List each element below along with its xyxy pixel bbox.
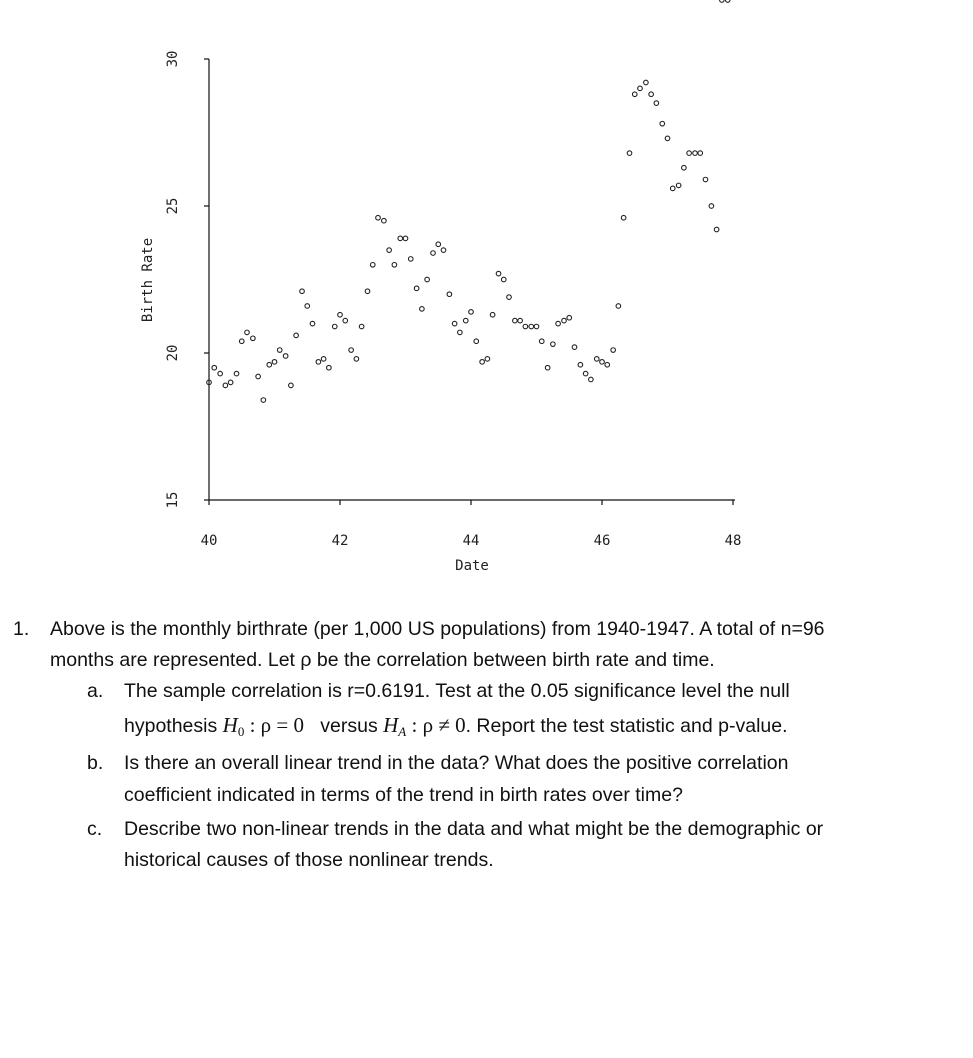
part-a-label: a. [87,680,104,702]
data-point [387,248,392,253]
ha-symbol: H [383,713,399,737]
data-point [441,248,446,253]
data-point [589,377,594,382]
ha-statement: : ρ ≠ 0 [406,713,466,737]
data-point [234,371,239,376]
y-tick-label: 20 [165,344,181,362]
versus-word: versus [320,715,378,737]
null-hypothesis [223,713,304,737]
part-b-line-2: coefficient indicated in terms of the trend in birth rates over time? [124,784,683,806]
y-axis-label: Birth Rate [140,237,156,323]
data-point [490,312,495,317]
data-point [556,321,561,326]
data-point [245,330,250,335]
part-c-label: c. [87,818,103,840]
alt-hypothesis [383,713,465,737]
data-point [452,321,457,326]
h0-subscript: 0 [237,724,245,739]
data-point [251,336,256,341]
data-point [682,165,687,170]
data-point [611,348,616,353]
data-point [256,374,261,379]
data-point [670,186,675,191]
data-point [709,204,714,209]
data-point [354,357,359,362]
data-point [431,251,436,256]
data-point [518,318,523,323]
y-tick-label: 30 [165,50,181,68]
data-point [277,348,282,353]
x-axis-label: Date [455,558,489,574]
data-point [332,324,337,329]
x-tick-label: 42 [331,533,349,549]
data-point [414,286,419,291]
data-point [600,360,605,365]
data-point [469,310,474,315]
data-point [687,151,692,156]
data-point [644,80,649,85]
data-point [349,348,354,353]
data-point [310,321,315,326]
data-point [578,362,583,367]
data-point [398,236,403,241]
data-point [714,227,719,232]
data-point [654,101,659,106]
data-point [605,362,610,367]
data-point [365,289,370,294]
data-point [408,257,413,262]
data-point [480,360,485,365]
data-point [376,215,381,220]
data-point [436,242,441,247]
data-point [223,383,228,388]
data-point [321,357,326,362]
hypothesis-word: hypothesis [124,715,218,737]
y-tick-label: 25 [165,197,181,215]
data-point [239,339,244,344]
data-point [501,277,506,282]
data-point [523,324,528,329]
data-point [463,318,468,323]
part-b-label: b. [87,752,104,774]
question-line-2: months are represented. Let ρ be the correlation between birth rate and time. [50,649,715,671]
data-point [583,371,588,376]
data-point [272,360,277,365]
h0-symbol: H [222,713,238,737]
data-point [212,365,217,370]
data-point [660,121,665,126]
data-point [261,398,266,403]
data-point [513,318,518,323]
data-point [370,263,375,268]
data-point [539,339,544,344]
data-point [458,330,463,335]
data-point [403,236,408,241]
data-point [420,307,425,312]
x-ticks [201,500,742,549]
data-point [496,271,501,276]
data-point [534,324,539,329]
data-point [572,345,577,350]
data-point [567,315,572,320]
data-point [382,218,387,223]
data-point [720,0,725,2]
data-point [283,354,288,359]
data-point [300,289,305,294]
data-point [698,151,703,156]
data-point [338,312,343,317]
data-point [507,295,512,300]
y-ticks [165,51,209,509]
part-c-line-2: historical causes of those nonlinear trends. [124,849,494,871]
data-point [327,365,332,370]
part-b-line-1: Is there an overall linear trend in the data? What does the positive correlation [124,752,789,774]
data-point [621,215,626,220]
data-point [562,318,567,323]
y-tick-label: 15 [165,491,181,509]
data-point [616,304,621,309]
data-point [485,357,490,362]
data-point [594,357,599,362]
data-point [676,183,681,188]
data-point [474,339,479,344]
ha-subscript: A [398,724,407,739]
h0-statement: : ρ = 0 [244,713,304,737]
x-tick-label: 46 [593,533,611,549]
data-point [649,92,654,97]
data-point [551,342,556,347]
question-number: 1. [13,618,30,640]
question-line-1: Above is the monthly birthrate (per 1,000 US populations) from 1940-1947. A total of n=96 [50,618,825,640]
x-tick-label: 48 [724,533,742,549]
data-point [425,277,430,282]
data-point [665,136,670,141]
data-point [638,86,643,91]
data-point [359,324,364,329]
x-tick-label: 40 [200,533,218,549]
part-a-line-2 [124,708,788,743]
data-point [632,92,637,97]
data-point [294,333,299,338]
part-c-line-1: Describe two non-linear trends in the data and what might be the demographic or [124,818,824,840]
data-point [545,365,550,370]
data-point [343,318,348,323]
data-point [703,177,708,182]
data-point [228,380,233,385]
data-point [316,360,321,365]
data-point [392,263,397,268]
data-point [289,383,294,388]
data-points [207,0,730,402]
part-a-line-1: The sample correlation is r=0.6191. Test at the 0.05 significance level the null [124,680,790,702]
data-point [693,151,698,156]
data-point [305,304,310,309]
part-a-line-2-end: . Report the test statistic and p-value. [465,715,788,737]
data-point [529,324,534,329]
data-point [627,151,632,156]
data-point [447,292,452,297]
x-tick-label: 44 [462,533,480,549]
data-point [725,0,730,2]
data-point [218,371,223,376]
data-point [267,362,272,367]
